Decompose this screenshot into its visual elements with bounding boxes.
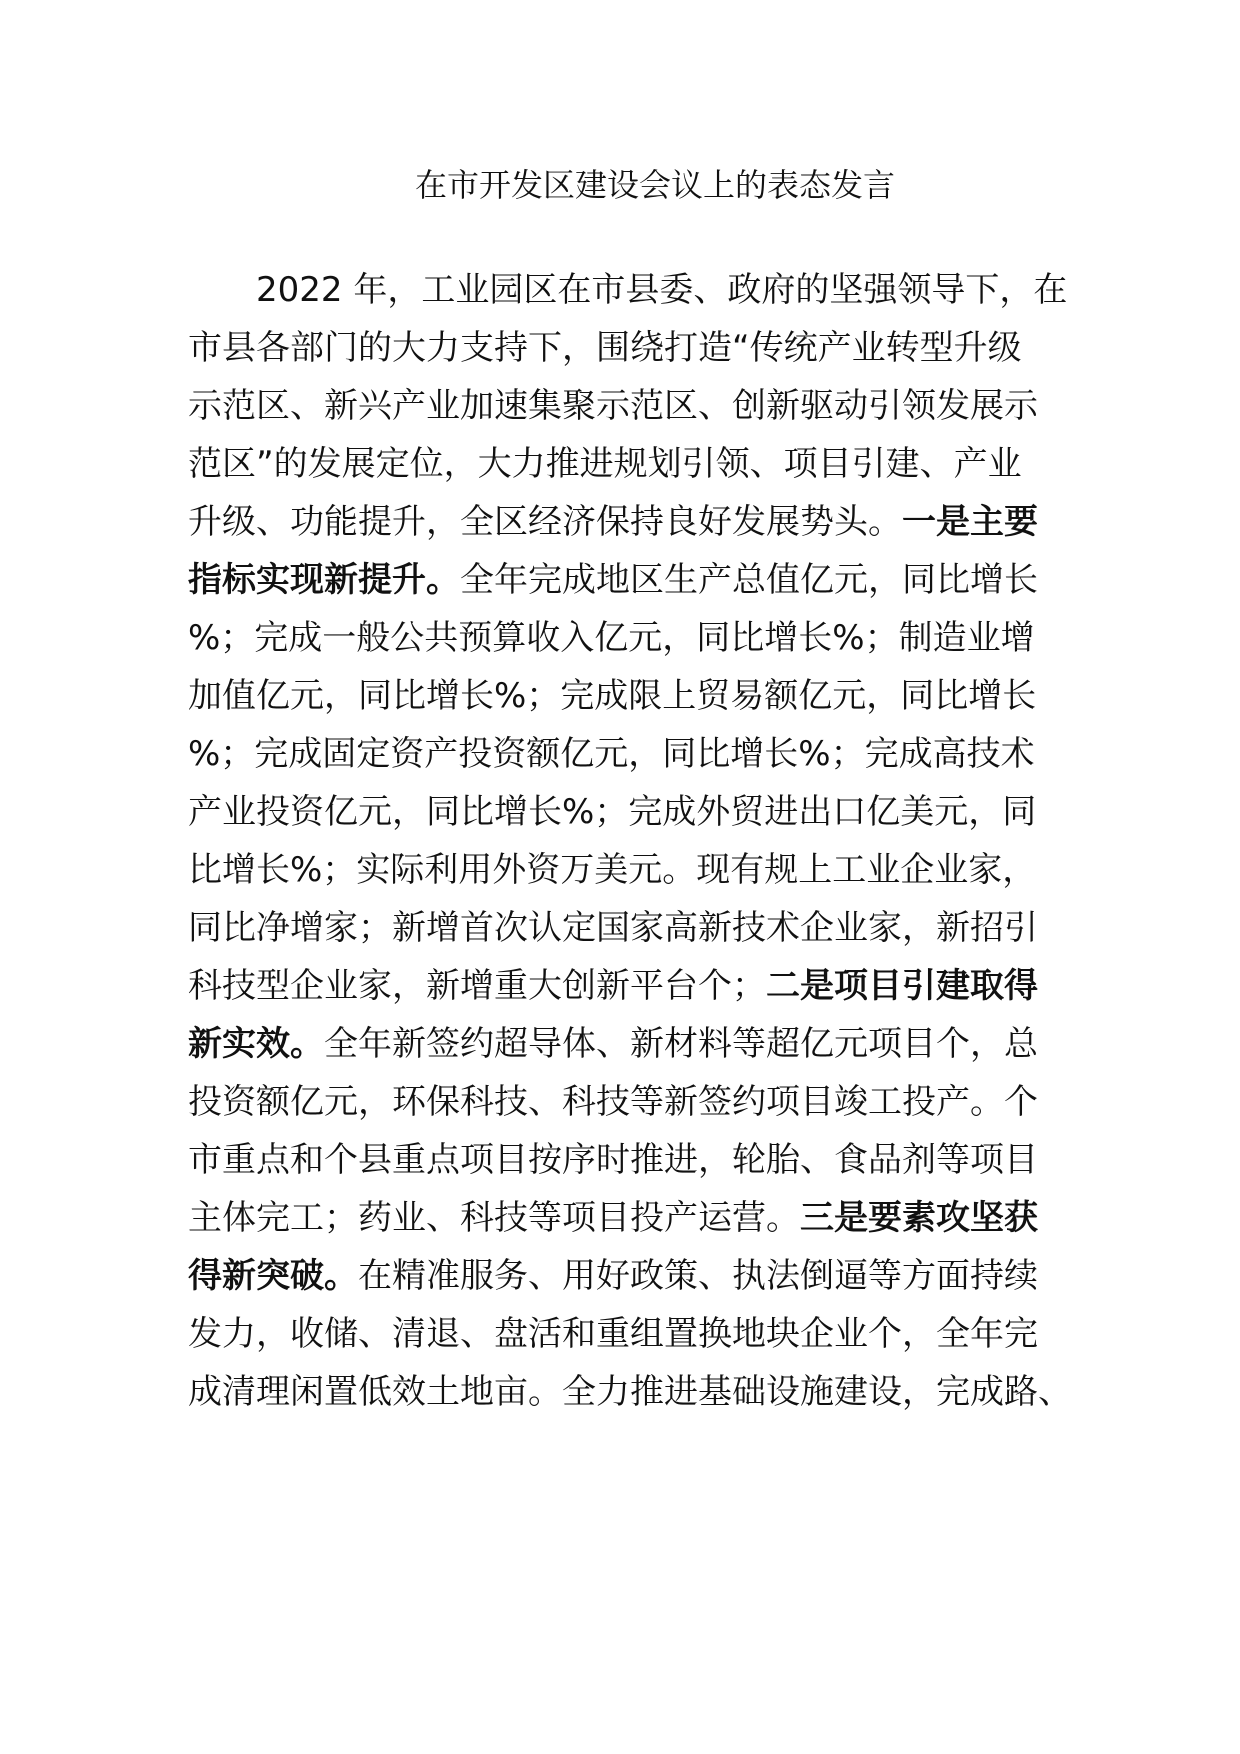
body-line [188,489,1038,555]
body-line [188,1127,1038,1193]
line-text: 市重点和个县重点项目按序时推进，轮胎、食品剂等项目 [188,1140,1038,1180]
body-line [188,837,1036,903]
body-line [188,1359,1072,1425]
bold-heading-text: 新实效。 [188,1024,324,1064]
body-line [188,779,1036,845]
line-text: 示范区、新兴产业加速集聚示范区、创新驱动引领发展示 [188,386,1038,426]
line-text: 比增长%；实际利用外资万美元。现有规上工业企业家， [188,850,1037,890]
line-text: 科技型企业家，新增重大创新平台个； [188,966,766,1006]
line-text: 产业投资亿元，同比增长%；完成外贸进出口亿美元，同 [188,792,1037,832]
line-text: 发力，收储、清退、盘活和重组置换地块企业个，全年完 [188,1314,1038,1354]
body-line [188,953,1038,1019]
body-line [188,1301,1038,1367]
body-line [188,1243,1038,1309]
line-text: 加值亿元，同比增长%；完成限上贸易额亿元，同比增长 [188,676,1037,716]
line-text: 市县各部门的大力支持下，围绕打造“传统产业转型升级 [188,328,1022,368]
line-text: 全年新签约超导体、新材料等超亿元项目个，总 [324,1024,1038,1064]
line-text: 主体完工；药业、科技等项目投产运营。 [188,1198,800,1238]
line-text: 全年完成地区生产总值亿元，同比增长 [460,560,1038,600]
document-title: 在市开发区建设会议上的表态发言 [414,166,895,204]
bold-heading-text: 得新突破。 [188,1256,358,1296]
line-text: 2022 年，工业园区在市县委、政府的坚强领导下，在 [256,270,1068,310]
body-line [188,547,1038,613]
body-line [188,1011,1038,1077]
body-line [188,373,1038,439]
body-line [256,257,1067,323]
line-text: %；完成一般公共预算收入亿元，同比增长%；制造业增 [188,618,1035,658]
line-text: 成清理闲置低效土地亩。全力推进基础设施建设，完成路、 [188,1372,1072,1412]
line-text: 升级、功能提升，全区经济保持良好发展势头。 [188,502,902,542]
bold-heading-text: 指标实现新提升。 [188,560,460,600]
body-line [188,721,1035,787]
line-text: %；完成固定资产投资额亿元，同比增长%；完成高技术 [188,734,1035,774]
body-line [188,315,1022,381]
body-line [188,663,1036,729]
body-line [188,431,1022,497]
bold-heading-text: 一是主要 [902,502,1038,542]
body-line [188,1185,1038,1251]
bold-heading-text: 二是项目引建取得 [766,966,1038,1006]
body-line [188,1069,1038,1135]
line-text: 在精准服务、用好政策、执法倒逼等方面持续 [358,1256,1038,1296]
body-line [188,895,1038,961]
line-text: 投资额亿元，环保科技、科技等新签约项目竣工投产。个 [188,1082,1038,1122]
bold-heading-text: 三是要素攻坚获 [800,1198,1038,1238]
line-text: 同比净增家；新增首次认定国家高新技术企业家，新招引 [188,908,1038,948]
line-text: 范区”的发展定位，大力推进规划引领、项目引建、产业 [188,444,1022,484]
body-line [188,605,1035,671]
